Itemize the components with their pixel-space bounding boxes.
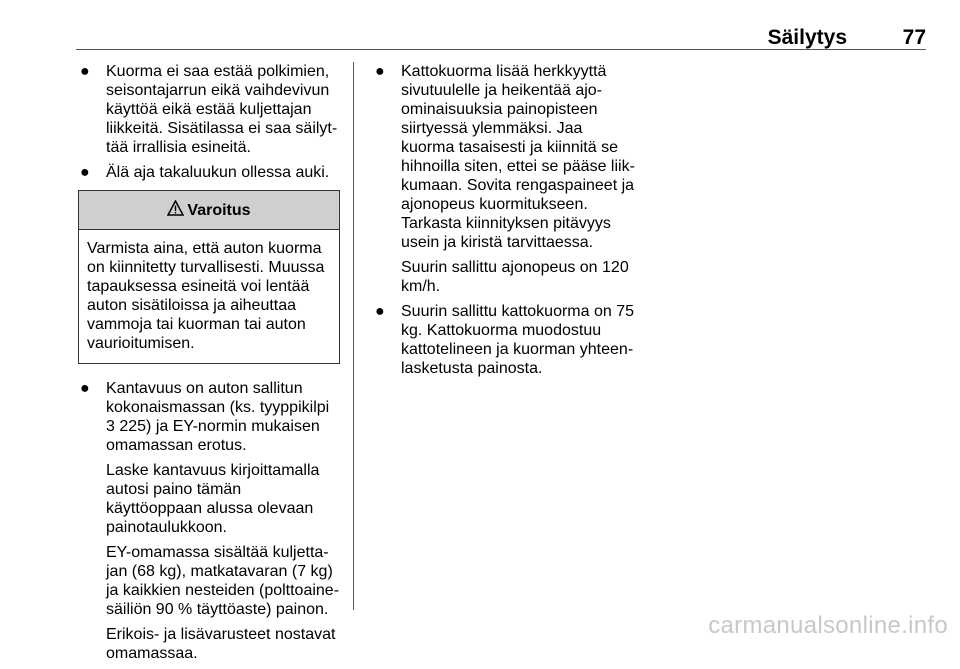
bullet-paragraph: EY-omamassa sisältää kuljettajan (68 kg), matkatavaran (7 kg) ja kaikkien nesteiden (polttoainesäiliön 90 % täyttöaste) painon. [106,544,340,618]
section-title: Säilytys [767,26,847,49]
bullet-text: Älä aja takaluukun ollessa auki. [106,164,330,181]
left-column [78,62,340,669]
bullet-paragraph: Suurin sallittu kattokuorma on 75 kg. Kattokuorma muodostuu kattotelineen ja kuorman yhteenlasketusta painosta. [401,303,635,377]
list-item [373,62,635,296]
bullet-paragraph: Kantavuus on auton sallitun kokonaismassan (ks. tyyppikilpi 3 225) ja EY-normin mukaisen omamassan erotus. [106,380,330,454]
list-item [78,163,340,182]
warning-text: Varmista aina, että auton kuorma on kiinnitetty turvallisesti. Muussa tapauksessa esineitä voi lentää auton sisätiloissa ja aiheuttaa vammoja tai kuorman tai auton vaurioitumisen. [87,240,325,352]
list-item [78,62,340,157]
page-number: 77 [902,26,926,49]
bullet-paragraph: Kattokuorma lisää herkkyyttä sivutuulelle ja heikentää ajo-ominaisuuksia painopisteen siirtyessä ylemmäksi. Jaa kuorma tasaisesti ja kiinnitä se hihnoilla siten, ettei se pääse liikkumaan. Sovita rengaspaineet ja ajonopeus kuormitukseen. Tarkasta kiinnityksen pitävyys usein ja kiristä tarvittaessa. [401,63,635,251]
header-rule [76,49,926,50]
column-divider [353,62,354,610]
bullet-text: Kuorma ei saa estää polkimien, seisontajarrun eikä vaihdevivun käyttöä eikä estää kuljettajan liikkeitä. Sisätilassa ei saa säilyttää irrallisia esineitä. [106,63,338,156]
bullet-icon: ● [80,63,90,80]
page-reference-arrow-icon: 3 [106,418,115,435]
bullet-paragraph: Erikois- ja lisävarusteet nostavat omamassaa. [106,626,336,662]
warning-triangle-icon [167,200,184,220]
bullet-icon: ● [80,380,90,397]
bullet-paragraph: Laske kantavuus kirjoittamalla autosi paino tämän käyttöoppaan alussa olevaan painotaulukkoon. [106,462,320,536]
warning-header [79,191,339,230]
bullet-paragraph: Suurin sallittu ajonopeus on 120 km/h. [401,259,629,295]
bullet-icon: ● [375,63,385,80]
bullet-icon: ● [80,164,90,181]
bullet-icon: ● [375,303,385,320]
list-item [373,302,635,378]
warning-box [78,190,340,364]
list-item [78,379,340,663]
warning-title: Varoitus [187,201,251,219]
right-column [373,62,635,384]
watermark: carmanualsonline.info [708,612,948,639]
